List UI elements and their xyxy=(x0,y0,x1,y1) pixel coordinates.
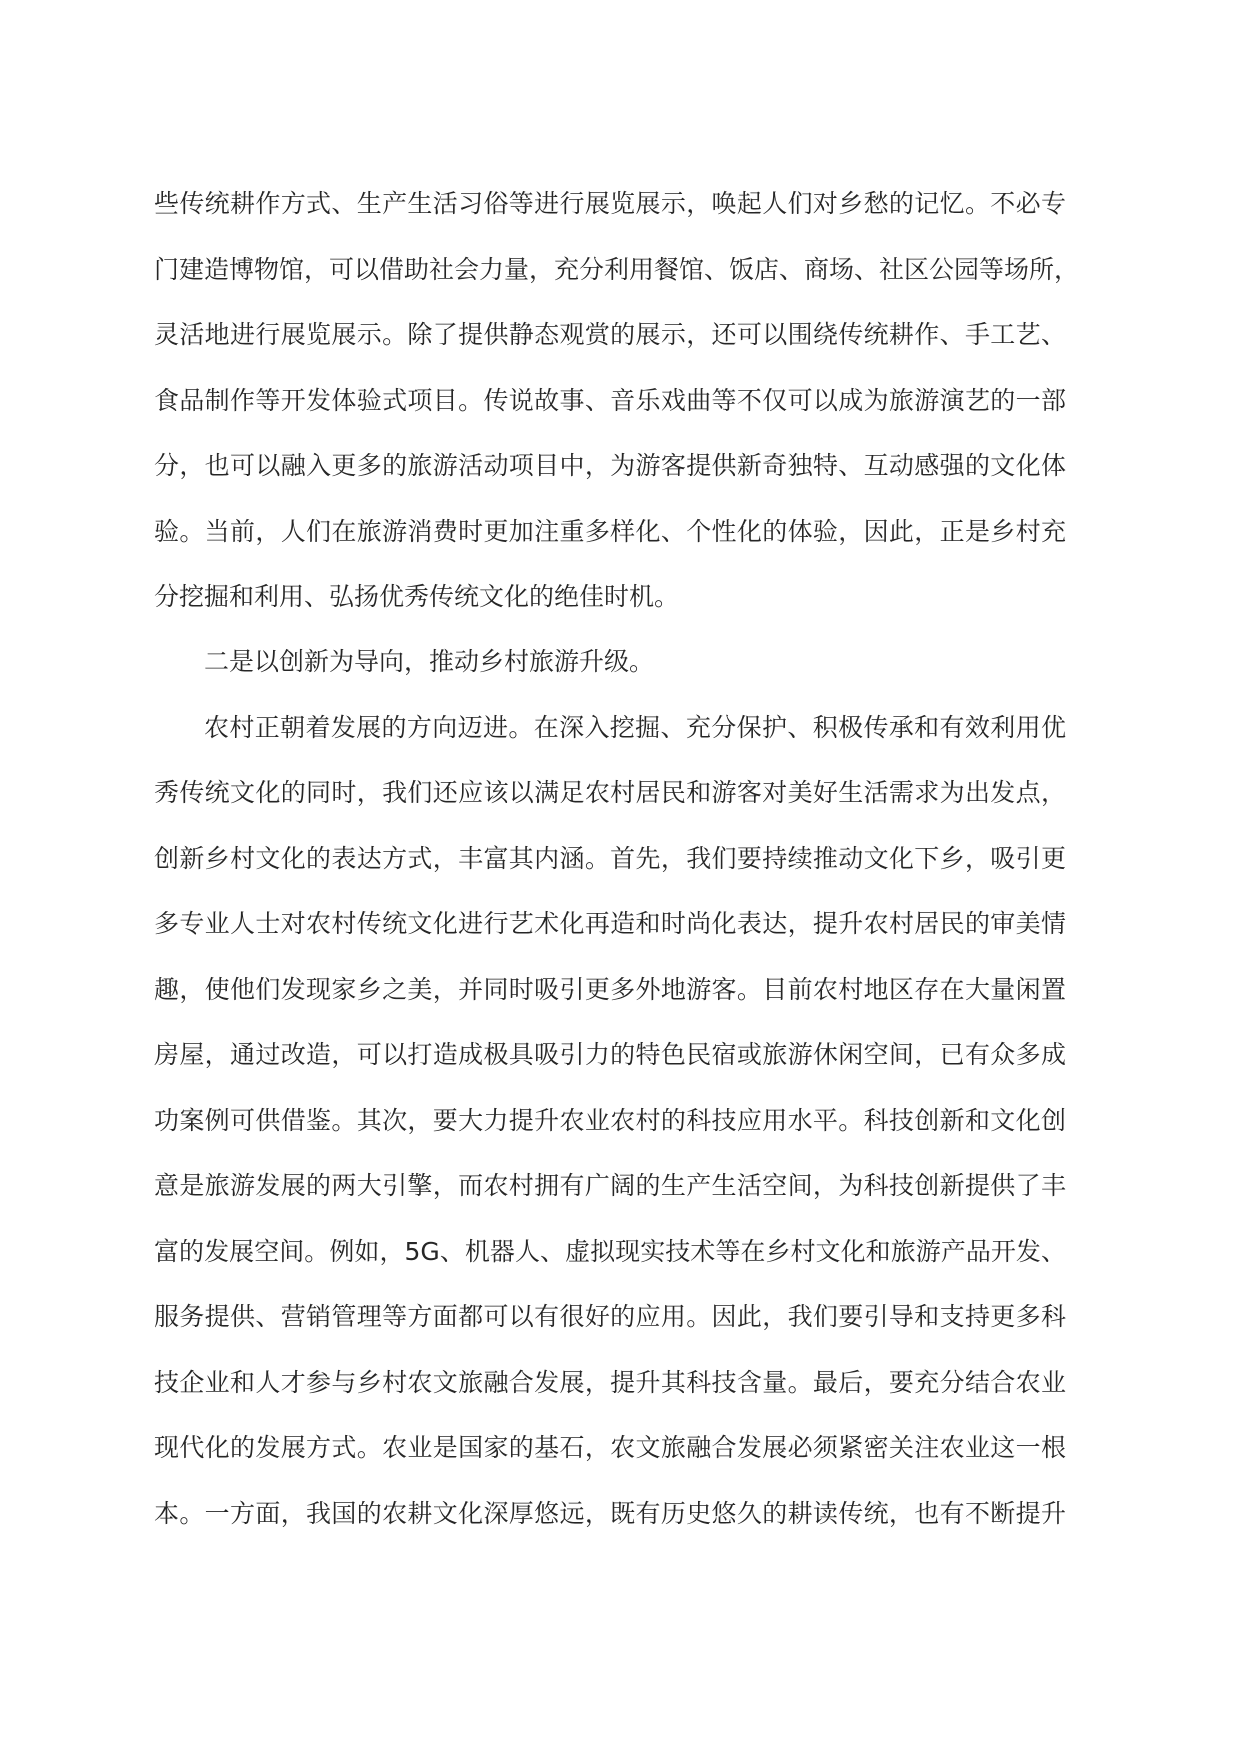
text-line: 现代化的发展方式。农业是国家的基石，农文旅融合发展必须紧密关注农业这一根 xyxy=(154,1433,1066,1462)
text-line: 多专业人士对农村传统文化进行艺术化再造和时尚化表达，提升农村居民的审美情 xyxy=(154,909,1066,938)
text-line: 服务提供、营销管理等方面都可以有很好的应用。因此，我们要引导和支持更多科 xyxy=(154,1302,1066,1331)
text-line: 食品制作等开发体验式项目。传说故事、音乐戏曲等不仅可以成为旅游演艺的一部 xyxy=(154,386,1066,415)
section-heading: 二是以创新为导向，推动乡村旅游升级。 xyxy=(204,647,655,676)
text-line: 意是旅游发展的两大引擎，而农村拥有广阔的生产生活空间，为科技创新提供了丰 xyxy=(154,1171,1066,1200)
text-line: 些传统耕作方式、生产生活习俗等进行展览展示，唤起人们对乡愁的记忆。不必专 xyxy=(154,189,1066,218)
text-line: 灵活地进行展览展示。除了提供静态观赏的展示，还可以围绕传统耕作、手工艺、 xyxy=(154,320,1066,349)
text-line: 功案例可供借鉴。其次，要大力提升农业农村的科技应用水平。科技创新和文化创 xyxy=(154,1106,1066,1135)
text-line: 趣，使他们发现家乡之美，并同时吸引更多外地游客。目前农村地区存在大量闲置 xyxy=(154,975,1066,1004)
text-line: 技企业和人才参与乡村农文旅融合发展，提升其科技含量。最后，要充分结合农业 xyxy=(154,1368,1066,1397)
text-line: 本。一方面，我国的农耕文化深厚悠远，既有历史悠久的耕读传统，也有不断提升 xyxy=(154,1499,1066,1528)
text-line: 门建造博物馆，可以借助社会力量，充分利用餐馆、饭店、商场、社区公园等场所， xyxy=(154,255,1080,284)
text-line: 验。当前，人们在旅游消费时更加注重多样化、个性化的体验，因此，正是乡村充 xyxy=(154,517,1066,546)
text-line: 秀传统文化的同时，我们还应该以满足农村居民和游客对美好生活需求为出发点， xyxy=(154,778,1066,807)
text-line: 分挖掘和利用、弘扬优秀传统文化的绝佳时机。 xyxy=(154,582,680,611)
text-line: 创新乡村文化的表达方式，丰富其内涵。首先，我们要持续推动文化下乡，吸引更 xyxy=(154,844,1066,873)
text-line: 分，也可以融入更多的旅游活动项目中，为游客提供新奇独特、互动感强的文化体 xyxy=(154,451,1066,480)
text-line: 农村正朝着发展的方向迈进。在深入挖掘、充分保护、积极传承和有效利用优 xyxy=(204,713,1066,742)
text-line: 富的发展空间。例如，5G、机器人、虚拟现实技术等在乡村文化和旅游产品开发、 xyxy=(154,1237,1066,1266)
text-line: 房屋，通过改造，可以打造成极具吸引力的特色民宿或旅游休闲空间，已有众多成 xyxy=(154,1040,1066,1069)
